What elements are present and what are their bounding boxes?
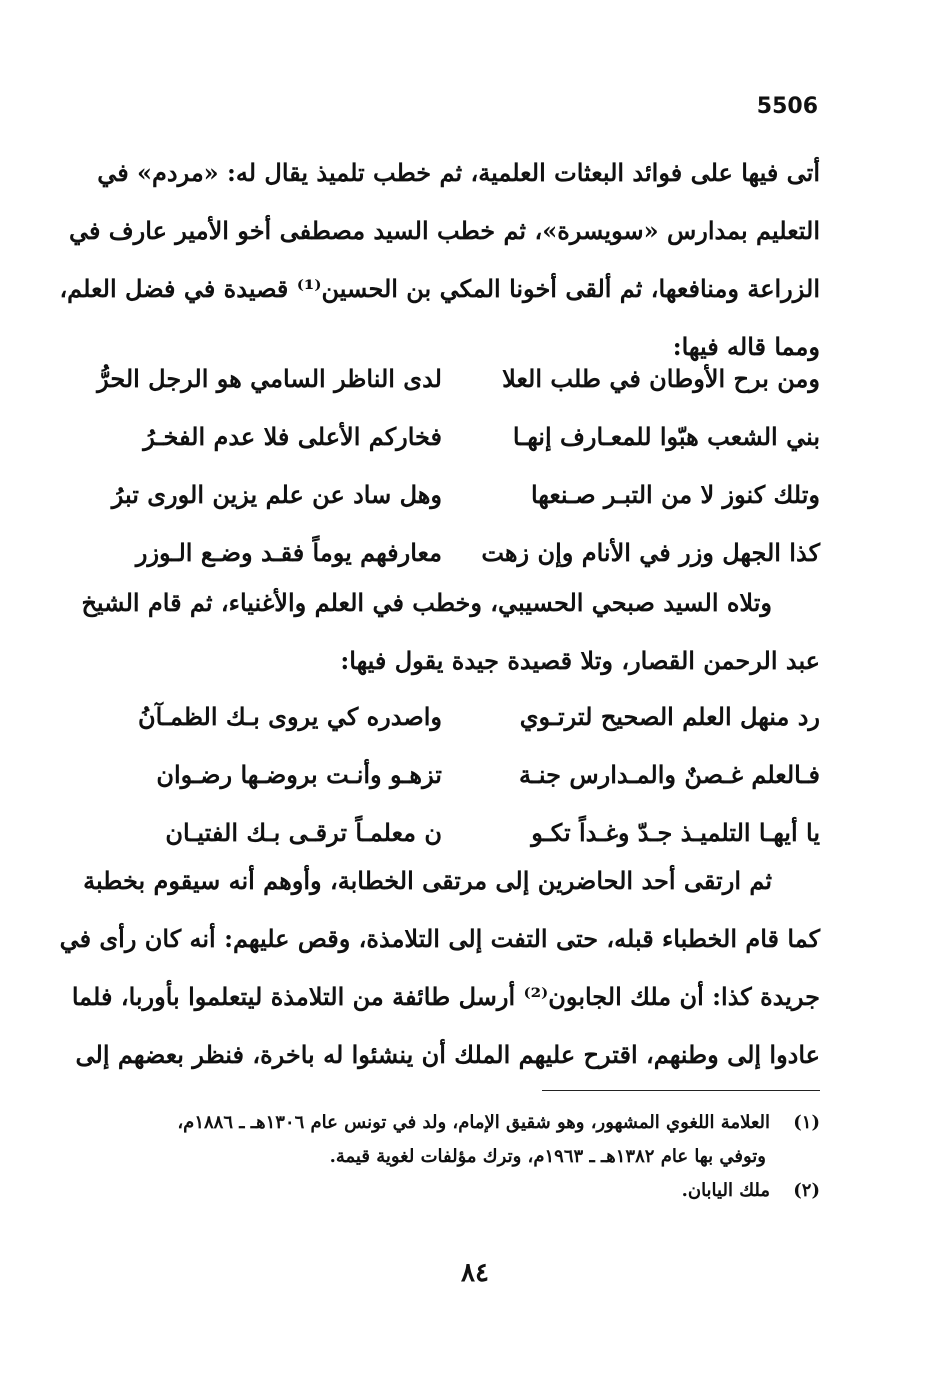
- text-line: عبد الرحمن القصار، وتلا قصيدة جيدة يقول فيها:: [340, 646, 820, 675]
- poem-2: [112, 688, 820, 862]
- footnote-2: [112, 1174, 820, 1208]
- verse-second-hemistich: واصدره كي يروى بـك الظمـآنُ: [138, 702, 442, 731]
- verse: [112, 746, 820, 804]
- footnote-number: (٢): [793, 1180, 820, 1201]
- footnote-text: ملك اليابان.: [681, 1180, 770, 1201]
- text-line: ومما قاله فيها:: [672, 332, 820, 361]
- verse-second-hemistich: تزهـو وأنـت بروضـها رضـوان: [156, 760, 442, 789]
- footnote-divider: [542, 1090, 820, 1091]
- verse: [112, 466, 820, 524]
- footnotes: [112, 1106, 820, 1208]
- verse-first-hemistich: وتلك كنوز لا من التبـر صـنعها: [530, 480, 820, 509]
- footnote-1: [112, 1106, 820, 1140]
- text-line: التعليم بمدارس «سويسرة»، ثم خطب السيد مصطفى أخو الأمير عارف في: [68, 216, 820, 245]
- verse-first-hemistich: يا أيهـا التلميـذ جـدّ وغـداً تكـو: [531, 818, 820, 847]
- verse: [97, 350, 820, 408]
- verse-second-hemistich: معارفهم يوماً فقـد وضـع الـوزر: [135, 538, 442, 567]
- text-line: كما قام الخطباء قبله، حتى التفت إلى التلامذة، وقص عليهم: أنه كان رأى في: [59, 924, 820, 953]
- text-line: وتلاه السيد صبحي الحسيبي، وخطب في العلم والأغنياء، ثم قام الشيخ: [81, 588, 772, 617]
- text-line: عادوا إلى وطنهم، اقترح عليهم الملك أن ينشئوا له باخرة، فنظر بعضهم إلى: [75, 1040, 820, 1069]
- verse-second-hemistich: وهل ساد عن علم يزين الورى تبرُ: [111, 480, 442, 509]
- paragraph-2: [81, 574, 820, 690]
- paragraph-3: [59, 852, 820, 1084]
- verse-second-hemistich: فخاركم الأعلى فلا عدم الفخـرُ: [143, 422, 442, 451]
- verse-second-hemistich: لدى الناظر السامي هو الرجل الحرُّ: [97, 364, 442, 393]
- paragraph-1: [59, 144, 820, 376]
- page-number: ٨٤: [461, 1258, 489, 1288]
- verse-second-hemistich: ن معلمـاً ترقـى بـك الفتيـان: [165, 818, 442, 847]
- poem-1: [97, 350, 820, 582]
- footnote-number: (١): [793, 1112, 820, 1133]
- footnote-text: العلامة اللغوي المشهور، وهو شقيق الإمام، ولد في تونس عام ١٣٠٦هـ ـ ١٨٨٦م،: [177, 1112, 770, 1133]
- verse-first-hemistich: كذا الجهل وزر في الأنام وإن زهت: [481, 538, 820, 567]
- text-line: أتى فيها على فوائد البعثات العلمية، ثم خطب تلميذ يقال له: «مردم» في: [97, 158, 820, 187]
- footnote-1-continuation: وتوفي بها عام ١٣٨٢هـ ـ ١٩٦٣م، وترك مؤلفات لغوية قيمة.: [329, 1146, 766, 1167]
- text-line: ثم ارتقى أحد الحاضرين إلى مرتقى الخطابة، وأوهم أنه سيقوم بخطبة: [83, 866, 772, 895]
- verse: [112, 688, 820, 746]
- text-line: الزراعة ومنافعها، ثم ألقى أخونا المكي بن الحسين⁽¹⁾ قصيدة في فضل العلم،: [59, 274, 820, 303]
- verse-first-hemistich: فـالعلم غـصنٌ والمـدارس جنـة: [519, 760, 820, 789]
- text-line: جريدة كذا: أن ملك الجابون⁽²⁾ أرسل طائفة من التلامذة ليتعلموا بأوربا، فلما: [71, 982, 820, 1011]
- verse-first-hemistich: رد منهل العلم الصحيح لترتـوي: [519, 702, 820, 731]
- verse: [112, 408, 820, 466]
- verse-first-hemistich: بني الشعب هبّوا للمعـارف إنهـا: [512, 422, 820, 451]
- verse-first-hemistich: ومن برح الأوطان في طلب العلا: [502, 364, 820, 393]
- page-id: 5506: [756, 94, 818, 119]
